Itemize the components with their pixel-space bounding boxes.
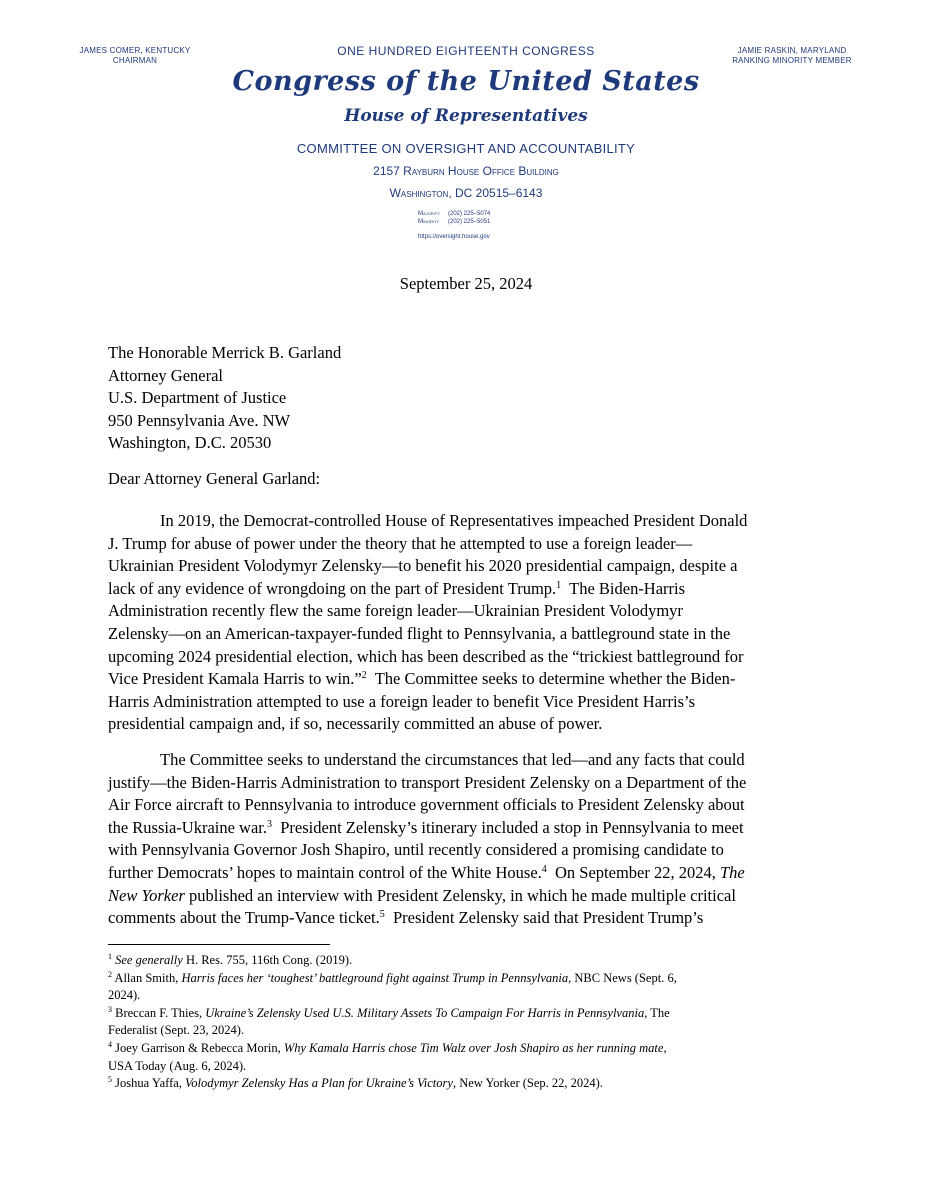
letterhead-subtitle: House of Representatives xyxy=(344,106,588,126)
footnote-ref[interactable]: 5 xyxy=(379,909,385,921)
chairman-title: CHAIRMAN xyxy=(112,56,158,65)
footnote-ref[interactable]: 3 xyxy=(267,818,272,830)
footnote-4 xyxy=(108,1040,828,1058)
text-segment: The Biden-Harris xyxy=(561,578,686,598)
text-segment: the Russia-Ukraine war. xyxy=(108,817,267,837)
text-segment: The Committee seeks to determine whether the Biden- xyxy=(366,669,736,689)
address-line: Attorney General xyxy=(108,365,223,385)
footnote-text: Joey Garrison & Rebecca Morin, xyxy=(112,1040,284,1055)
paragraph-2 xyxy=(108,749,828,930)
address-line: Washington, D.C. 20530 xyxy=(108,433,272,453)
text-line: In 2019, the Democrat-controlled House of Representatives impeached President Donald xyxy=(160,511,748,530)
text-line: Ukrainian President Volodymyr Zelensky—to benefit his 2020 presidential campaign, despite a xyxy=(108,556,738,576)
text-line xyxy=(108,862,828,885)
address-line: 950 Pennsylvania Ave. NW xyxy=(108,410,291,430)
text-line: Administration recently flew the same foreign leader—Ukrainian President Volodymyr xyxy=(108,601,683,621)
text-segment: published an interview with President Zelensky, in which he made multiple critical xyxy=(184,885,736,905)
address-line: The Honorable Merrick B. Garland xyxy=(108,343,342,362)
letter-date: September 25, 2024 xyxy=(399,274,533,293)
paragraph-1 xyxy=(108,510,828,736)
footnote-divider xyxy=(108,944,330,945)
committee-name: COMMITTEE ON OVERSIGHT AND ACCOUNTABILITY xyxy=(296,141,636,156)
footnote-text: Allan Smith, xyxy=(112,970,182,985)
footnote-text: , New Yorker (Sep. 22, 2024). xyxy=(452,1076,603,1091)
text-line xyxy=(108,907,828,930)
text-line: presidential campaign and, if so, necessarily committed an abuse of power. xyxy=(108,714,603,734)
footnote-2-cont: 2024). xyxy=(108,988,141,1003)
footnote-text: Joshua Yaffa, xyxy=(112,1076,186,1091)
minority-label: Minority xyxy=(418,219,440,225)
text-line: with Pennsylvania Governor Josh Shapiro, until recently considered a promising candidate to xyxy=(108,840,724,860)
congress-number: ONE HUNDRED EIGHTEENTH CONGRESS xyxy=(337,44,595,58)
address-line: U.S. Department of Justice xyxy=(108,388,287,408)
text-line xyxy=(108,578,828,601)
footnote-5 xyxy=(108,1075,828,1093)
minority-phone: (202) 225–5051 xyxy=(448,219,491,225)
footnote-number: 3 xyxy=(108,1004,112,1014)
footnote-text: H. Res. 755, 116th Cong. (2019). xyxy=(182,953,353,967)
text-line: upcoming 2024 presidential election, which has been described as the “trickiest battleground for xyxy=(108,646,744,666)
text-segment: comments about the Trump-Vance ticket. xyxy=(108,908,380,928)
phone-numbers xyxy=(418,210,490,226)
ranking-member-name: JAMIE RASKIN, MARYLAND xyxy=(737,46,847,55)
footnote-citation-title: Harris faces her ‘toughest’ battleground fight against Trump in Pennsylvania xyxy=(181,970,569,985)
text-segment: On September 22, 2024, xyxy=(546,862,720,882)
footnote-citation-title: Why Kamala Harris chose Tim Walz over Josh Shapiro as her running mate xyxy=(283,1040,664,1055)
text-line: Harris Administration attempted to use a foreign leader to benefit Vice President Harris’s xyxy=(108,691,696,711)
publication-name: New Yorker xyxy=(108,885,185,905)
footnote-4-cont: USA Today (Aug. 6, 2024). xyxy=(108,1058,247,1073)
text-segment: Vice President Kamala Harris to win.” xyxy=(108,669,362,689)
footnote-3 xyxy=(108,1005,828,1023)
footnote-2 xyxy=(108,970,828,988)
office-building: 2157 Rayburn House Office Building xyxy=(373,164,559,178)
salutation: Dear Attorney General Garland: xyxy=(108,469,321,488)
footnote-citation-title: Volodymyr Zelensky Has a Plan for Ukraine’s Victory xyxy=(185,1076,453,1091)
publication-name: The xyxy=(720,862,745,882)
footnote-ref[interactable]: 4 xyxy=(541,863,547,875)
text-line: The Committee seeks to understand the circumstances that led—and any facts that could xyxy=(160,750,745,769)
text-line: justify—the Biden-Harris Administration to transport President Zelensky on a Department of the xyxy=(108,772,747,792)
footnote-ref[interactable]: 1 xyxy=(556,579,562,591)
office-city: Washington, DC 20515–6143 xyxy=(389,186,543,200)
majority-label: Majority xyxy=(418,211,440,217)
chairman-name: JAMES COMER, KENTUCKY xyxy=(79,46,191,55)
ranking-member-title: RANKING MINORITY MEMBER xyxy=(732,56,852,65)
footnote-citation-title: Ukraine’s Zelensky Used U.S. Military Assets To Campaign For Harris in Pennsylvania xyxy=(205,1005,645,1020)
text-line: Air Force aircraft to Pennsylvania to introduce government officials to President Zelensky about xyxy=(108,795,745,815)
footnote-text: , NBC News (Sept. 6, xyxy=(568,970,677,985)
text-segment: lack of any evidence of wrongdoing on the part of President Trump. xyxy=(108,578,557,598)
footnote-number: 1 xyxy=(108,952,112,961)
footnote-text: Breccan F. Thies, xyxy=(112,1005,206,1020)
text-line: J. Trump for abuse of power under the theory that he attempted to use a foreign leader— xyxy=(108,533,693,553)
text-segment: President Zelensky’s itinerary included a stop in Pennsylvania to meet xyxy=(272,817,744,837)
text-segment: President Zelensky said that President Trump’s xyxy=(384,908,704,928)
recipient-address xyxy=(108,342,341,455)
footnote-text: , The xyxy=(644,1005,670,1020)
footnotes xyxy=(108,952,828,1093)
footnote-text: , xyxy=(663,1040,667,1055)
text-line xyxy=(108,668,828,691)
footnote-number: 5 xyxy=(108,1075,112,1085)
text-line xyxy=(108,817,828,840)
footnote-number: 4 xyxy=(108,1039,112,1049)
website-url[interactable]: https://oversight.house.gov xyxy=(418,234,490,240)
text-segment: further Democrats’ hopes to maintain control of the White House. xyxy=(108,862,542,882)
footnote-ref[interactable]: 2 xyxy=(361,670,367,682)
footnote-1 xyxy=(108,952,828,970)
footnote-signal: See generally xyxy=(115,953,183,967)
footnote-3-cont: Federalist (Sept. 23, 2024). xyxy=(108,1023,245,1038)
majority-phone: (202) 225–5074 xyxy=(448,211,491,217)
text-line: Zelensky—on an American-taxpayer-funded flight to Pennsylvania, a battleground state in the xyxy=(108,623,731,643)
letterhead-title: Congress of the United States xyxy=(232,66,700,97)
footnote-number: 2 xyxy=(108,969,112,979)
text-line xyxy=(108,885,828,908)
